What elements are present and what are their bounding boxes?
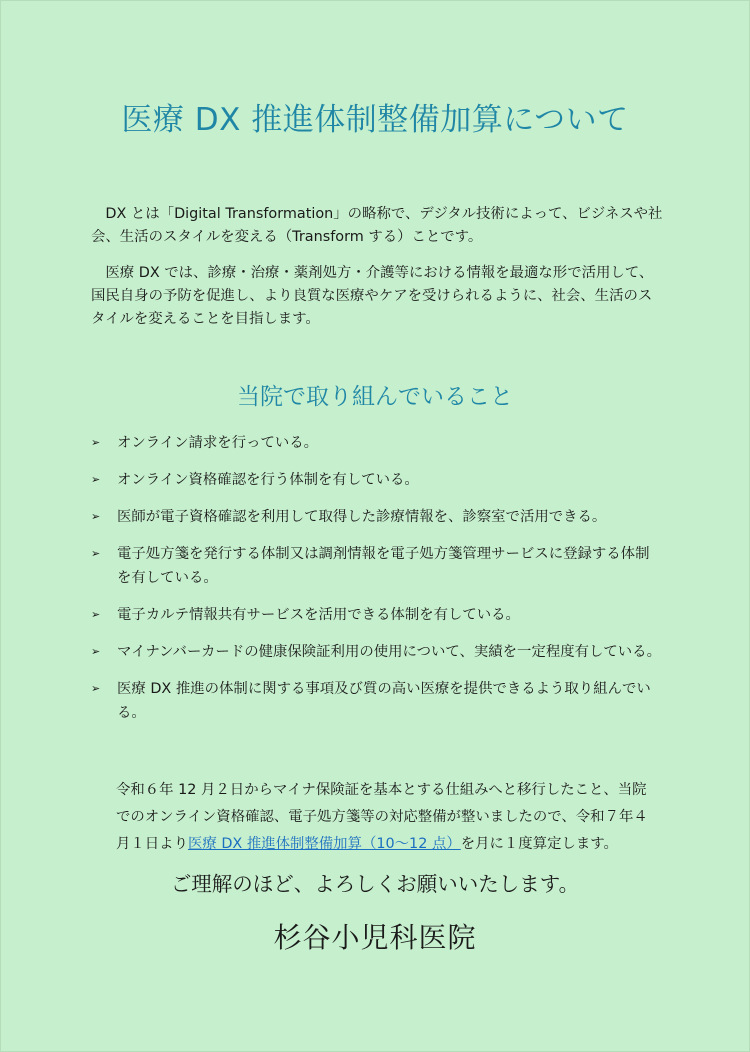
list-item (91, 542, 661, 590)
initiatives-list (91, 431, 661, 738)
arrow-bullet-icon: ➢ (91, 682, 101, 695)
arrow-bullet-icon: ➢ (91, 547, 101, 560)
list-item (91, 677, 661, 725)
section-title: 当院で取り組んでいること (237, 384, 513, 410)
arrow-bullet-icon: ➢ (91, 436, 101, 449)
addition-link[interactable]: 医療 DX 推進体制整備加算（10～12 点） (187, 836, 461, 852)
arrow-bullet-icon: ➢ (91, 510, 101, 523)
list-item (91, 603, 661, 627)
list-item-text: 医師が電子資格確認を利用して取得した診療情報を、診察室で活用できる。 (117, 509, 607, 525)
closing-text-end: を月に１度算定します。 (460, 836, 618, 852)
list-item-text: 電子カルテ情報共有サービスを活用できる体制を有している。 (117, 607, 520, 623)
closing-paragraph (116, 777, 656, 858)
thanks-message: ご理解のほど、よろしくお願いいたします。 (170, 872, 580, 896)
list-item-text: オンライン請求を行っている。 (117, 435, 319, 451)
intro-paragraph: DX とは「Digital Transformation」の略称で、デジタル技術によって、ビジネスや社会、生活のスタイルを変える（Transform する）ことです。 (91, 206, 663, 245)
list-item-text: オンライン資格確認を行う体制を有している。 (117, 472, 419, 488)
intro-section (91, 203, 666, 344)
intro-paragraph: 医療 DX では、診療・治療・薬剤処方・介護等における情報を最適な形で活用して、国民自身の予防を促進し、より良質な医療やケアを受けられるように、社会、生活のスタイルを変えることを目指します。 (91, 265, 654, 327)
list-item-text: 電子処方箋を発行する体制又は調剤情報を電子処方箋管理サービスに登録する体制を有している。 (117, 546, 650, 586)
arrow-bullet-icon: ➢ (91, 645, 101, 658)
list-item (91, 468, 661, 492)
arrow-bullet-icon: ➢ (91, 473, 101, 486)
clinic-name: 杉谷小児科医院 (273, 921, 477, 954)
list-item-text: 医療 DX 推進の体制に関する事項及び質の高い医療を提供できるよう取り組んでいる。 (117, 681, 651, 721)
list-item-text: マイナンバーカードの健康保険証利用の使用について、実績を一定程度有している。 (117, 644, 661, 660)
page-title: 医療 DX 推進体制整備加算について (121, 102, 629, 138)
closing-text: 令和６年 12 月２日からマイナ保険証を基本とする仕組みへと移行したこと、当院でのオンライン資格確認、電子処方箋等の対応整備が整いましたので、令和７年４月１日より (116, 782, 648, 852)
arrow-bullet-icon: ➢ (91, 608, 101, 621)
list-item (91, 640, 661, 664)
list-item (91, 431, 661, 455)
list-item (91, 505, 661, 529)
